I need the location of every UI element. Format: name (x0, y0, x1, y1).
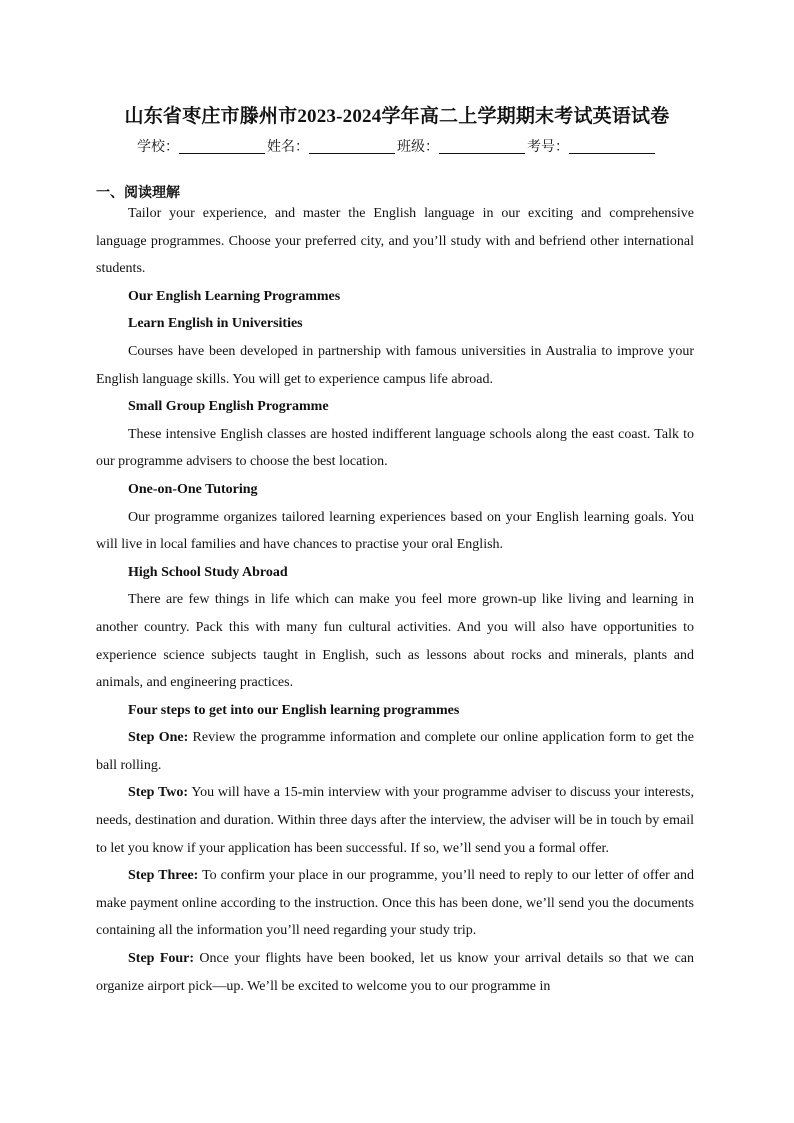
school-field (137, 136, 267, 156)
class-blank[interactable] (439, 139, 525, 154)
number-blank[interactable] (569, 139, 655, 154)
intro-paragraph: Tailor your experience, and master the English language in our exciting and comprehensive language programmes. Choose your preferred city, and you’ll study with and befriend other international students. (96, 206, 694, 277)
high-school-paragraph: There are few things in life which can make you feel more grown-up like living and learning in another country. Pack this with many fun cultural activities. And you will also have opportunities to experience science subjects taught in English, such as lessons about rocks and minerals, plants and animals, and engineering practices. (96, 592, 694, 691)
small-group-paragraph: These intensive English classes are hosted indifferent language schools along the east coast. Talk to our programme advisers to choose the best location. (96, 426, 694, 470)
tutoring-paragraph: Our programme organizes tailored learning experiences based on your English learning goals. You will live in local families and have chances to practise your oral English. (96, 509, 694, 553)
exam-title: 山东省枣庄市滕州市2023-2024学年高二上学期期末考试英语试卷 (124, 106, 670, 127)
step-one-text: Review the programme information and complete our online application form to get the ball rolling. (96, 730, 695, 773)
step-one-paragraph (96, 724, 694, 779)
step-two-label: Step Two: (128, 785, 189, 801)
number-label: 考号： (527, 139, 569, 155)
student-info-line (0, 136, 794, 156)
step-two-paragraph (96, 779, 694, 862)
name-field (267, 136, 397, 156)
class-field (397, 136, 527, 156)
section-heading: 一、阅读理解 (96, 185, 180, 201)
small-group-heading: Small Group English Programme (128, 399, 329, 415)
step-three-label: Step Three: (128, 868, 199, 884)
universities-heading: Learn English in Universities (128, 316, 303, 332)
number-field (527, 136, 657, 156)
tutoring-heading: One-on-One Tutoring (128, 481, 258, 497)
step-one-label: Step One: (128, 730, 189, 746)
high-school-heading: High School Study Abroad (128, 564, 288, 580)
step-four-label: Step Four: (128, 951, 195, 967)
steps-heading: Four steps to get into our English learning programmes (128, 702, 460, 718)
school-blank[interactable] (179, 139, 265, 154)
step-three-paragraph (96, 862, 694, 945)
universities-paragraph: Courses have been developed in partnership with famous universities in Australia to improve your English language skills. You will get to experience campus life abroad. (96, 343, 694, 387)
step-four-paragraph (96, 945, 694, 1000)
step-four-text: Once your flights have been booked, let us know your arrival details so that we can organize airport pick—up. We’ll be excited to welcome you to our programme in (96, 951, 694, 994)
school-label: 学校： (137, 139, 179, 155)
programmes-heading: Our English Learning Programmes (128, 288, 341, 304)
step-three-text: To confirm your place in our programme, you’ll need to reply to our letter of offer and make payment online according to the instruction. Once this has been done, we’ll send you the documents containing all the information you’ll need regarding your study trip. (96, 868, 695, 939)
name-label: 姓名： (267, 139, 309, 155)
reading-passage (96, 200, 694, 1000)
name-blank[interactable] (309, 139, 395, 154)
step-two-text: You will have a 15-min interview with your programme adviser to discuss your interests, needs, destination and duration. Within three days after the interview, the adviser will be in touch by email to let you know if your application has been successful. If so, we’ll send you a formal offer. (96, 785, 694, 856)
class-label: 班级： (397, 139, 439, 155)
